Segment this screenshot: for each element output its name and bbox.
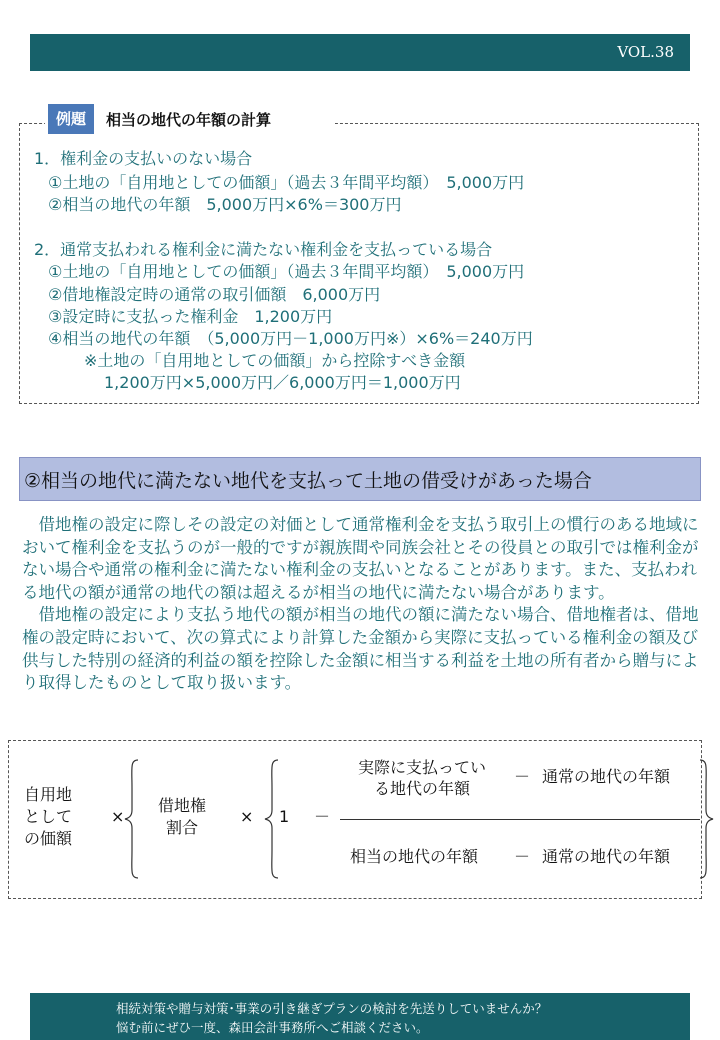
leasehold-ratio-line-2: 割合 [165,818,198,837]
times-sign-1: × [111,807,125,826]
paragraph-2: 借地権の設定により支払う地代の額が相当の地代の額に満たない場合、借地権者は、借地権の設定時において、次の算式により計算した金額から実際に支払っている権利金の額及び供与した特別の経済的利益の額を控除した金額に相当する利益を土地の所有者から贈与により取得したものとして取り扱います。 [22,605,699,693]
minus-sign-main: － [314,807,331,826]
land-value-line-1: 自用地 [24,785,73,804]
case-1-annual-rent: ②相当の地代の年額 5,000万円×6%＝300万円 [48,195,402,214]
right-brace [698,758,716,880]
left-brace-1 [124,758,140,880]
case-2-land-value: ①土地の「自用地としての価額」（過去３年間平均額） 5,000万円 [48,262,525,281]
land-value-line-3: の価額 [24,829,73,848]
footer-bar [30,993,690,1040]
numerator-minus: － [514,767,531,786]
example-tag: 例題 [48,104,94,134]
leasehold-ratio-line-1: 借地権 [157,796,206,815]
denominator-right: 通常の地代の年額 [542,847,671,866]
denominator-left: 相当の地代の年額 [350,847,479,866]
numerator-right: 通常の地代の年額 [542,767,671,786]
body-text [22,514,712,695]
header-bar [30,34,690,71]
volume-number: VOL.38 [617,43,674,61]
case-2-transaction-value: ②借地権設定時の通常の取引価額 6,000万円 [48,285,381,304]
case-1-heading: 1．権利金の支払いのない場合 [34,149,253,168]
case-2-note-calc: 1,200万円×5,000万円／6,000万円＝1,000万円 [104,373,461,392]
land-value-line-2: として [24,807,73,826]
section-heading-text: ②相当の地代に満たない地代を支払って土地の借受けがあった場合 [24,470,592,492]
footer-line-2: 悩む前にぜひ一度、森田会計事務所へご相談ください。 [116,1020,429,1035]
example-title: 相当の地代の年額の計算 [106,110,272,129]
left-brace-2 [264,758,280,880]
section-heading [19,457,701,501]
fraction-line [340,819,700,820]
numerator-left-line-1: 実際に支払ってい [357,758,486,777]
case-2-premium-paid: ③設定時に支払った権利金 1,200万円 [48,307,333,326]
footer-line-1: 相続対策や贈与対策･事業の引き継ぎプランの検討を先送りしていませんか？ [116,1001,548,1016]
denominator-minus: － [514,847,531,866]
numerator-left-line-2: る地代の年額 [373,779,470,798]
case-2-heading: 2．通常支払われる権利金に満たない権利金を支払っている場合 [34,240,493,259]
case-2-note: ※土地の「自用地としての価額」から控除すべき金額 [84,351,466,370]
times-sign-2: × [240,807,254,826]
case-1-land-value: ①土地の「自用地としての価額」（過去３年間平均額） 5,000万円 [48,173,525,192]
paragraph-1: 借地権の設定に際しその設定の対価として通常権利金を支払う取引上の慣行のある地域において権利金を支払うのが一般的ですが親族間や同族会社とその役員との取引では権利金がない場合や通常の権利金に満たない権利金の支払いとなることがあります。また、支払われる地代の額が通常の地代の額は超えるが相当の地代に満たない場合があります。 [22,515,699,602]
number-one: 1 [279,807,290,826]
example-header [45,104,335,134]
case-2-annual-rent: ④相当の地代の年額 （5,000万円－1,000万円※）×6%＝240万円 [48,329,533,348]
